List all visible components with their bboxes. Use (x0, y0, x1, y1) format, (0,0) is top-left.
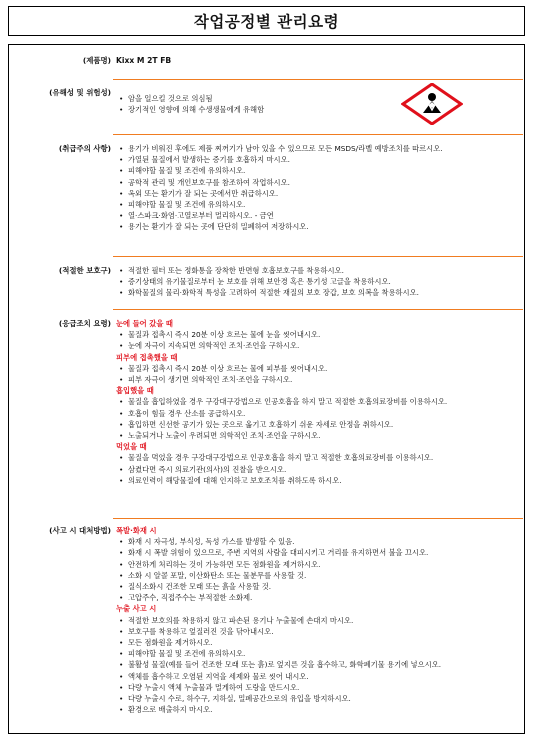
product-name: Kixx M 2T FB (116, 56, 172, 65)
section-divider (113, 79, 523, 80)
list-item: • 가열된 물질에서 발생하는 증기를 호흡하지 마시오. (116, 154, 520, 165)
list-item: • 물질과 접촉시 즉시 20분 이상 흐르는 물에 피부를 씻어내시오. (116, 363, 520, 374)
first-aid-list-skin (116, 363, 520, 385)
section-divider (113, 309, 523, 310)
list-item: • 화학물질의 물리·화학적 특성을 고려하여 적절한 재질의 보호 장갑, 보호 의복을 착용하시오. (116, 287, 520, 298)
handling-list (116, 143, 520, 233)
first-aid-label: (응급조치 요령) (58, 319, 111, 328)
first-aid-heading-skin: 피부에 접촉했을 때 (116, 352, 178, 362)
ppe-label: (적절한 보호구) (58, 266, 111, 275)
ppe-list (116, 265, 520, 299)
list-item: • 보호구를 착용하고 엎질러진 것을 닦아내시오. (116, 626, 520, 637)
list-item: • 흡입하면 신선한 공기가 있는 곳으로 옮기고 호흡하기 쉬운 자세로 안정을 취하시오. (116, 419, 520, 430)
list-item: • 물질을 흡입하였을 경우 구강대구강법으로 인공호흡을 하지 말고 적절한 호흡의료장비를 이용하시오. (116, 396, 520, 407)
list-item: • 삼켰다면 즉시 의료기관(의사)의 진찰을 받으시오. (116, 464, 520, 475)
list-item: • 모든 점화원을 제거하시오. (116, 637, 520, 648)
list-item: • 열·스파크·화염·고열로부터 멀리하시오. - 금연 (116, 210, 520, 221)
list-item: • 피해야할 물질 및 조건에 유의하시오. (116, 165, 520, 176)
list-item: • 소화 시 알콜 포말, 이산화탄소 또는 물분무를 사용할 것. (116, 570, 520, 581)
handling-label: (취급주의 사항) (58, 144, 111, 153)
list-item: • 용기는 환기가 잘 되는 곳에 단단히 밀폐하여 저장하시오. (116, 221, 520, 232)
list-item: • 고압주수, 직접주수는 부적절한 소화제. (116, 592, 520, 603)
list-item: • 적절한 보호의를 착용하지 않고 파손된 용기나 누출물에 손대지 마시오. (116, 615, 520, 626)
health-hazard-icon (401, 83, 463, 125)
first-aid-list-ingestion (116, 452, 520, 486)
hazard-label: (유해성 및 위험성) (49, 88, 111, 97)
accident-list-fire (116, 536, 520, 603)
accident-list-spill (116, 615, 520, 716)
section-divider (113, 518, 523, 519)
accident-label: (사고 시 대처방법) (49, 526, 111, 535)
first-aid-heading-inhalation: 흡입했을 때 (116, 386, 154, 396)
list-item: • 화재 시 자극성, 부식성, 독성 가스를 발생할 수 있음. (116, 536, 520, 547)
list-item: • 물질을 먹었을 경우 구강대구강법으로 인공호흡을 하지 말고 적절한 호흡의료장비를 이용하시오. (116, 452, 520, 463)
list-item: • 장기적인 영향에 의해 수생생물에게 유해함 (116, 104, 520, 115)
list-item: • 노출되거나 노출이 우려되면 의학적인 조치·조언을 구하시오. (116, 430, 520, 441)
list-item: • 환경으로 배출하지 마시오. (116, 704, 520, 715)
list-item: • 질식소화시 건조한 모래 또는 흙을 사용할 것. (116, 581, 520, 592)
list-item: • 공학적 관리 및 개인보호구를 참조하여 작업하시오. (116, 177, 520, 188)
list-item: • 화재 시 폭발 위험이 있으므로, 주변 지역의 사람을 대피시키고 거리를 유지하면서 불을 끄시오. (116, 547, 520, 558)
list-item: • 물질과 접촉시 즉시 20분 이상 흐르는 물에 눈을 씻어내시오. (116, 329, 520, 340)
first-aid-list-eyes (116, 329, 520, 351)
list-item: • 불활성 물질(예를 들어 건조한 모래 또는 흙)로 엎지른 것을 흡수하고, 화학폐기물 용기에 넣으시오. (116, 659, 520, 670)
page-title: 작업공정별 관리요령 (8, 6, 525, 36)
list-item: • 용기가 비워진 후에도 제품 찌꺼기가 남아 있을 수 있으므로 모든 MSDS/라벨 예방조치를 따르시오. (116, 143, 520, 154)
list-item: • 의료인력이 해당물질에 대해 인지하고 보호조치를 취하도록 하시오. (116, 475, 520, 486)
list-item: • 적절한 필터 또는 정화통을 장착한 반면형 호흡보호구를 착용하시오. (116, 265, 520, 276)
list-item: • 다량 누출시 액체 누출물과 멀게하여 도랑을 만드시오. (116, 682, 520, 693)
list-item: • 피해야할 물질 및 조건에 유의하시오. (116, 648, 520, 659)
product-label: (제품명) (82, 56, 111, 65)
first-aid-list-inhalation (116, 396, 520, 441)
list-item: • 호흡이 힘들 경우 산소를 공급하시오. (116, 408, 520, 419)
guideline-panel (8, 44, 525, 734)
list-item: • 피부 자극이 생기면 의학적인 조치·조언을 구하시오. (116, 374, 520, 385)
first-aid-heading-ingestion: 먹었을 때 (116, 442, 147, 452)
list-item: • 눈에 자극이 지속되면 의학적인 조치·조언을 구하시오. (116, 340, 520, 351)
list-item: • 피해야할 물질 및 조건에 유의하시오. (116, 199, 520, 210)
list-item: • 안전하게 처리하는 것이 가능하면 모든 점화원을 제거하시오. (116, 559, 520, 570)
list-item: • 다량 누출시 수로, 하수구, 지하실, 밀폐공간으로의 유입을 방지하시오. (116, 693, 520, 704)
list-item: • 옥외 또는 환기가 잘 되는 곳에서만 취급하시오. (116, 188, 520, 199)
list-item: • 증기상태의 유기물질로부터 눈 보호를 위해 보안경 혹은 통기성 고글을 착용하시오. (116, 276, 520, 287)
section-divider (113, 256, 523, 257)
section-divider (113, 134, 523, 135)
accident-heading-spill: 누출 사고 시 (116, 604, 157, 614)
accident-heading-fire: 폭발·화재 시 (116, 526, 157, 535)
list-item: • 암을 일으킬 것으로 의심됨 (116, 93, 520, 104)
list-item: • 액체를 흡수하고 오염된 지역을 세제와 물로 씻어 내시오. (116, 671, 520, 682)
first-aid-heading-eyes: 눈에 들어 갔을 때 (116, 319, 173, 328)
